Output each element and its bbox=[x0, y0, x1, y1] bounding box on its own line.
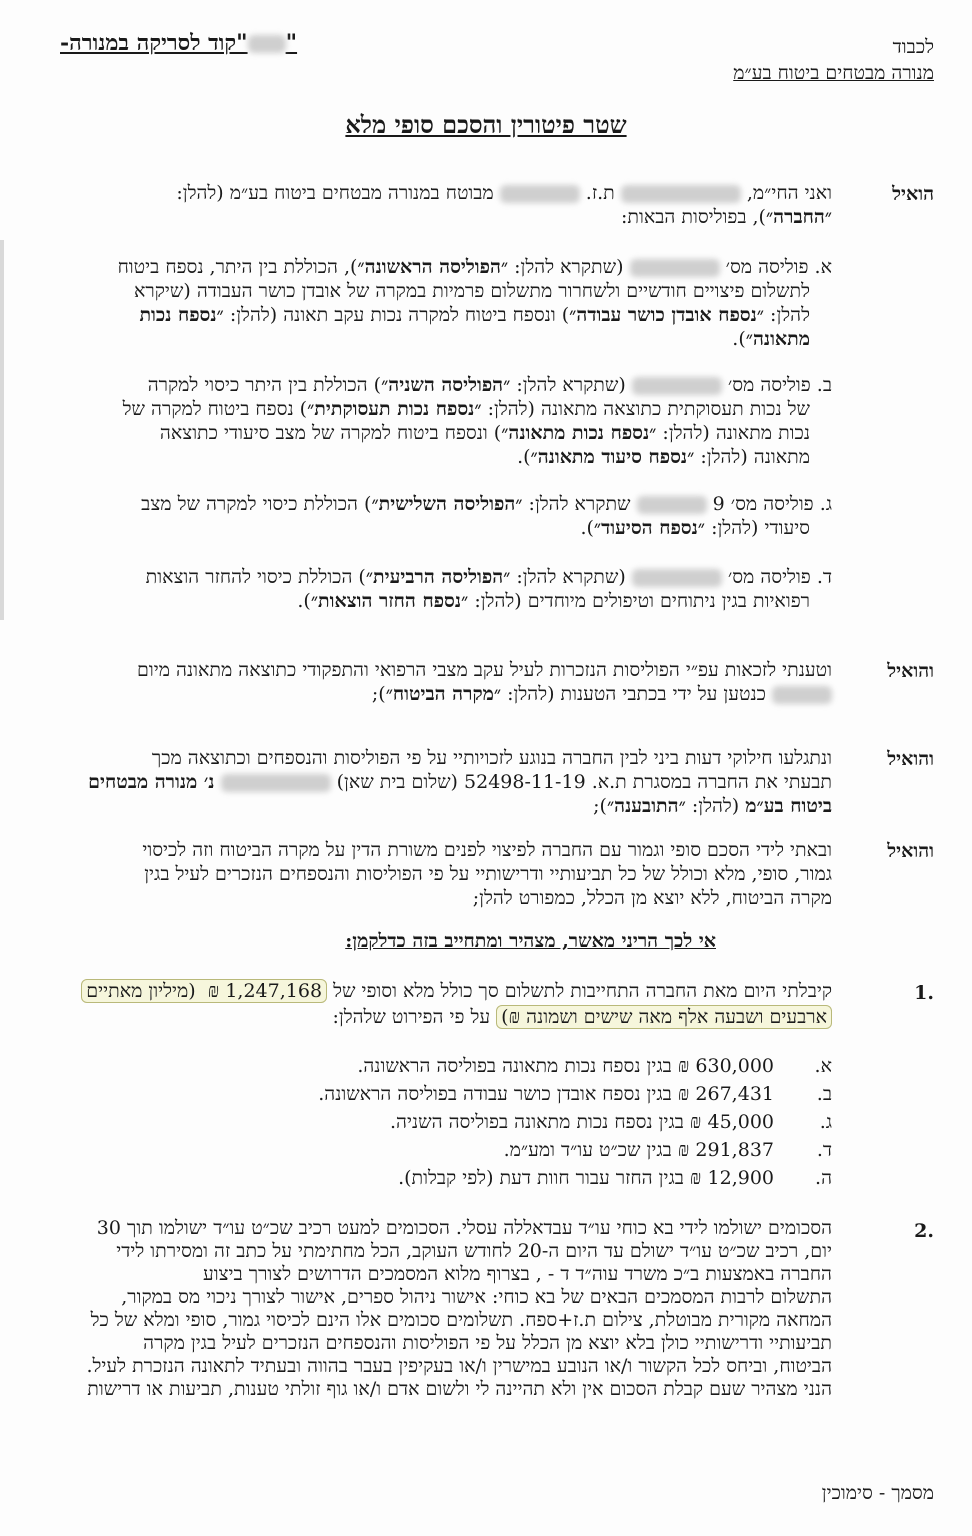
redaction-blur bbox=[630, 259, 720, 277]
whereas-text: (להלן: bbox=[691, 795, 740, 817]
defined-term: ״נספח הסיעוד״ bbox=[593, 517, 706, 539]
redaction-blur bbox=[500, 185, 580, 203]
defined-term: ״נספח החזר הוצאות״ bbox=[310, 590, 469, 612]
scan-code-text: "קוד לסריקה במנורה- bbox=[60, 30, 248, 56]
whereas-text: כנטען על ידי בכתבי הטענות (להלן: bbox=[507, 683, 766, 705]
amount-words-cont: ארבעים ושבעה אלף מאה שישים ושמונה ₪) bbox=[496, 1005, 832, 1029]
policy-text: להלן: bbox=[770, 304, 810, 326]
list-item bbox=[318, 1108, 832, 1136]
defined-term: ״התובענה״ bbox=[606, 795, 686, 817]
whereas-text: ); bbox=[593, 795, 607, 817]
intro-text: ), בפוליסות הבאות: bbox=[621, 206, 766, 228]
whereas-text: ונתגלעו חילוקי דעות ביני לבין החברה בנוגע לזכויותיי על פי הפוליסות והנספחים וכתוצאה מכך bbox=[151, 747, 832, 769]
policy-text: שתקרא להלן: bbox=[528, 493, 631, 515]
policy-text: של נכות תעסוקתית כתוצאה מתאונה (להלן: bbox=[487, 398, 810, 420]
scan-code-end: " bbox=[285, 30, 298, 56]
amount-words: (מיליון מאתיים bbox=[86, 980, 196, 1002]
list-item bbox=[318, 1052, 832, 1080]
clause-line: יום, רכיב שכ״ט עו״ד ישולם עד היום ה-20 לחודש העוקב, הכל מחתימתי על כתב זה ומסירתו לידי bbox=[116, 1240, 832, 1262]
clause-line: תביעותיי ודרישותיי כולן בלא יוצא מן הכלל על פי הפוליסות והנספחים הנזכרים לעיל בגין מקרה bbox=[143, 1332, 832, 1354]
clause-1 bbox=[32, 979, 832, 1029]
clause-line: הביטוח, וביחס לכל הקשור ו/או הנובע במישרין ו/או בעקיפין בעבר בהווה ובעתיד לתאונה הנזכרת לעיל. bbox=[86, 1355, 832, 1377]
policy-text: (שתקרא להלן: bbox=[516, 374, 626, 396]
clause-line: המחאה מקורית מבוטלת, צילום ת.ז+ספח. תשלומים סכומים אלו הינם לכיסוי גמור, סופי ומלא של כל bbox=[90, 1309, 832, 1331]
policy-text: פוליסה מס׳ bbox=[727, 374, 811, 396]
policy-text: מתאונה (להלן: bbox=[700, 446, 810, 468]
policy-a bbox=[32, 255, 832, 351]
policy-text: לתשלום פיצויים חודשיים ולשחרור מתשלום פרמיות במקרה של אובדן כושר העבודה (שיקרא bbox=[134, 280, 810, 302]
item-text: 45,000 ₪ בגין נספח נכות מתאונה בפוליסה השניה. bbox=[390, 1111, 774, 1133]
policy-d bbox=[32, 565, 832, 613]
redaction-blur bbox=[772, 686, 832, 704]
total-amount bbox=[81, 979, 327, 1003]
policy-b bbox=[32, 373, 832, 469]
policy-text: פוליסה מס׳ 9 bbox=[712, 493, 814, 515]
breakdown-list bbox=[318, 1052, 832, 1192]
item-letter: ג. bbox=[819, 493, 832, 515]
item-letter: ב. bbox=[816, 374, 832, 396]
company-defined-term: ״החברה״ bbox=[765, 206, 832, 228]
whereas-text: וטענתי לזכאות עפ״י הפוליסות הנזכרות לעיל עקב מצבי הרפואי והתפקודי כתוצאה מתאונה מיום bbox=[137, 659, 832, 681]
policy-text: ) ונספח ביטוח למקרה של מצב סיעודי כתוצאה bbox=[159, 422, 502, 444]
item-letter: ג. bbox=[819, 1111, 832, 1133]
whereas-label: והואיל bbox=[887, 748, 934, 770]
whereas-claim bbox=[32, 658, 832, 706]
scan-code bbox=[60, 30, 297, 56]
clause-line: הסכומים ישולמו לידי בא כוחי עו״ד עבדאללה עסלי. הסכומים למעט רכיב שכ״ט עו״ד ישולמו תוך 30 bbox=[96, 1217, 832, 1239]
defined-term: ״מקרה הביטוח״ bbox=[385, 683, 502, 705]
clause-text: קיבלתי היום מאת החברה התחייבות לתשלום סך כולל מלא וסופי של bbox=[333, 980, 832, 1002]
defined-term: ״נספח נכות תעסוקתית״ bbox=[307, 398, 482, 420]
whereas-dispute bbox=[32, 746, 832, 818]
defined-term: ״הפוליסה הרביעית״ bbox=[365, 566, 511, 588]
amount-number: 1,247,168 ₪ bbox=[207, 980, 323, 1002]
defined-term: ״נספח נכות מתאונה״ bbox=[501, 422, 657, 444]
whereas-text: תבעתי את החברה במסגרת ת.א. 52498-11-19 (שלום בית שאן) bbox=[336, 771, 832, 793]
whereas-text: ובאתי לידי הסכם סופי וגמור עם החברה לפיצוי לפנים משורת הדין על מקרה הביטוח וזה לכיסוי bbox=[142, 839, 832, 861]
policy-text: ) הכוללת בין היתר כיסוי למקרה bbox=[147, 374, 382, 396]
policy-text: פוליסה מס׳ bbox=[725, 256, 809, 278]
item-letter: א. bbox=[814, 256, 832, 278]
whereas-settlement bbox=[32, 838, 832, 910]
intro-text: ת.ז. bbox=[585, 182, 615, 204]
clause-line: החברה באמצעות ב״כ משרד עוה״ד ד - , בצרוף מלוא המסמכים הדרושים לצורך ביצוע bbox=[202, 1263, 832, 1285]
recipient-label: לכבוד bbox=[892, 36, 934, 58]
document-reference-footer: מסמך - סימוכין bbox=[821, 1482, 934, 1504]
policy-text: ). bbox=[517, 446, 531, 468]
list-item bbox=[318, 1136, 832, 1164]
clause-line: הנני מצהיר שעם קבלת הסכום אין ולא תהיינה לי ולשום אדם ו/או גוף זולתי טענות, תביעות או דרישות bbox=[87, 1378, 832, 1400]
defined-term: נ׳ מנורה מבטחים bbox=[88, 771, 215, 793]
item-text: 630,000 ₪ בגין נספח נכות מתאונה בפוליסה הראשונה. bbox=[357, 1055, 774, 1077]
policy-text: (שתקרא להלן: bbox=[516, 566, 626, 588]
whereas-label: הואיל bbox=[892, 183, 934, 205]
policy-text: ). bbox=[580, 517, 594, 539]
item-letter: ה. bbox=[815, 1167, 832, 1189]
whereas-text: מקרה הביטוח, ללא יוצא מן הכלל, כמפורט להלן; bbox=[472, 887, 832, 909]
policy-text: ). bbox=[732, 328, 746, 350]
list-item bbox=[318, 1080, 832, 1108]
policy-text: ) ונספח ביטוח למקרה נכות עקב תאונה (להלן: bbox=[229, 304, 570, 326]
declaration-heading: אי לכך הריני מאשר, מצהיר ומתחייב בזה כדלקמן: bbox=[345, 930, 716, 952]
policy-text: ), הכוללת בין היתר, נספח ביטוח bbox=[117, 256, 358, 278]
recipient-company: מנורה מבטחים ביטוח בע״מ bbox=[733, 62, 934, 84]
clause-text: על פי הפירוט שלהלן: bbox=[332, 1006, 491, 1028]
item-text: 291,837 ₪ בגין שכ״ט עו״ד ומע״מ. bbox=[503, 1139, 774, 1161]
item-letter: ד. bbox=[816, 1139, 832, 1161]
policy-text: ). bbox=[297, 590, 311, 612]
defined-term: ״נספח אובדן כושר עבודה״ bbox=[569, 304, 764, 326]
defined-term: מתאונה״ bbox=[745, 328, 810, 350]
policy-text: נכות מתאונה (להלן: bbox=[662, 422, 810, 444]
defined-term: ״הפוליסה הראשונה״ bbox=[357, 256, 509, 278]
defined-term: ״נספח נכות bbox=[139, 304, 224, 326]
scan-edge-shadow bbox=[0, 240, 4, 620]
list-item bbox=[318, 1164, 832, 1192]
whereas-text: ); bbox=[371, 683, 386, 705]
clause-number: .1 bbox=[914, 982, 934, 1004]
intro-text: מבוטח במנורה מבטחים ביטוח בע״מ (להלן: bbox=[176, 182, 494, 204]
redaction-blur bbox=[248, 35, 286, 53]
whereas-label: והואיל bbox=[887, 840, 934, 862]
clause-number: .2 bbox=[914, 1220, 934, 1242]
policy-text: רפואיות בגין ניתוחים וטיפולים מיוחדים (להלן: bbox=[474, 590, 810, 612]
defined-term: ״הפוליסה השלישית״ bbox=[371, 493, 523, 515]
redaction-blur bbox=[632, 377, 722, 395]
item-letter: ד. bbox=[816, 566, 832, 588]
intro-text: ואני החי״מ, bbox=[746, 182, 832, 204]
redaction-blur bbox=[221, 774, 331, 792]
defined-term: ביטוח בע״מ bbox=[745, 795, 832, 817]
clause-line: התשלום לרבות המסמכים הבאים של בא כוחי: אישור ניהול ספרים, אישור לצורך ניכוי מס במקור, bbox=[121, 1286, 832, 1308]
policy-text: סיעודי (להלן: bbox=[711, 517, 810, 539]
policy-text: ) נספח ביטוח למקרה של bbox=[122, 398, 308, 420]
redaction-blur bbox=[632, 569, 722, 587]
policy-text: ) הכוללת כיסוי למקרה של מצב bbox=[141, 493, 372, 515]
item-letter: ב. bbox=[816, 1083, 832, 1105]
redaction-blur bbox=[637, 496, 707, 514]
item-letter: א. bbox=[814, 1055, 832, 1077]
item-text: 12,900 ₪ בגין החזר עבור חוות דעת (לפי קבלות). bbox=[398, 1167, 774, 1189]
document-title: שטר פיטורין והסכם סופי מלא bbox=[345, 110, 627, 139]
redaction-blur bbox=[621, 185, 741, 203]
whereas-text: גמור, סופי, מלא וכולל של כל תביעותיי ודרישותיי על פי הפוליסות והנספחים הנזכרים לעיל בגין bbox=[144, 863, 832, 885]
policy-c bbox=[32, 492, 832, 540]
whereas-intro bbox=[32, 181, 832, 229]
item-text: 267,431 ₪ בגין נספח אובדן כושר עבודה בפוליסה הראשונה. bbox=[318, 1083, 774, 1105]
policy-text: ) הכוללת כיסוי להחזר הוצאות bbox=[145, 566, 366, 588]
defined-term: ״הפוליסה השניה״ bbox=[381, 374, 511, 396]
policy-text: פוליסה מס׳ bbox=[727, 566, 811, 588]
whereas-label: והואיל bbox=[887, 660, 934, 682]
defined-term: ״נספח סיעוד מתאונה״ bbox=[530, 446, 695, 468]
clause-2 bbox=[32, 1217, 832, 1401]
policy-text: (שתקרא להלן: bbox=[514, 256, 624, 278]
